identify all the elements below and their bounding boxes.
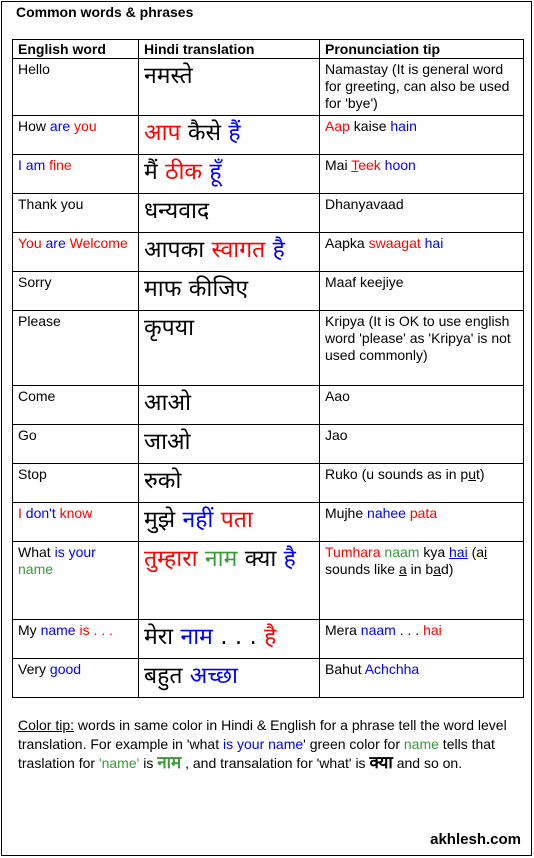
text-segment: बहुत (144, 663, 190, 689)
table-row (13, 503, 524, 542)
english-word-cell (13, 503, 139, 542)
text-segment: are (45, 235, 66, 251)
text-segment: I am (18, 157, 50, 173)
text-segment: मेरा (144, 624, 181, 650)
text-segment: Mai (325, 157, 352, 173)
table-row (13, 59, 524, 116)
text-segment: naam (384, 544, 420, 560)
hindi-translation-cell (139, 503, 320, 542)
hindi-translation-cell (139, 59, 320, 116)
text-segment: 'name' (98, 755, 140, 771)
text-segment: name (403, 736, 439, 752)
english-word-cell (13, 233, 139, 272)
english-word-cell (13, 311, 139, 386)
text-segment: Mujhe (325, 505, 368, 521)
text-segment: नहीं (182, 507, 214, 533)
text-segment (198, 546, 205, 572)
text-segment: Color tip: (18, 717, 75, 733)
text-segment (265, 237, 272, 263)
text-segment: you (74, 118, 97, 134)
text-segment: hai (424, 235, 444, 251)
text-segment: Please (18, 313, 61, 329)
text-segment: I (18, 505, 26, 521)
text-segment: रुको (144, 468, 182, 494)
english-word-cell (13, 116, 139, 155)
pronunciation-tip-cell (320, 425, 524, 464)
text-segment: naam (360, 622, 396, 638)
text-segment: क्या (369, 753, 393, 773)
english-word-cell (13, 620, 139, 659)
text-segment: Maaf keejiye (325, 274, 404, 290)
text-segment: fine (49, 157, 72, 173)
text-segment: ' green color for (303, 736, 404, 752)
text-segment: name (40, 622, 76, 638)
pronunciation-tip-cell (320, 659, 524, 698)
text-segment: i (484, 544, 488, 560)
table-row (13, 311, 524, 386)
text-segment: Ruko (u sounds as in p (325, 466, 469, 482)
text-segment: कैसे (180, 120, 229, 146)
text-segment: Aao (325, 388, 350, 404)
hindi-translation-cell (139, 464, 320, 503)
table-row (13, 272, 524, 311)
page-title: Common words & phrases (16, 4, 194, 20)
text-segment: . . . (212, 624, 265, 650)
text-segment: Mera (325, 622, 361, 638)
text-segment: मुझे (144, 507, 183, 533)
text-segment: Kripya (It is OK to use english word 'please' as 'Kripya' is not used commonly) (325, 313, 511, 363)
text-segment: Thank you (18, 196, 84, 212)
text-segment: Tumhara (325, 544, 381, 560)
text-segment: नमस्ते (144, 63, 193, 89)
hindi-translation-cell (139, 194, 320, 233)
text-segment: d) (441, 561, 454, 577)
pronunciation-tip-cell (320, 311, 524, 386)
text-segment: (a (467, 544, 485, 560)
text-segment: Jao (325, 427, 348, 443)
text-segment: , and transalation for 'what' is (181, 755, 370, 771)
text-segment: मैं (144, 159, 166, 185)
text-segment: Dhanyavaad (325, 196, 404, 212)
text-segment: a (433, 561, 441, 577)
text-segment: in b (406, 561, 434, 577)
text-segment: Achchha (364, 661, 420, 677)
hindi-translation-cell (139, 155, 320, 194)
hindi-translation-cell (139, 233, 320, 272)
site-credit: akhlesh.com (430, 831, 521, 848)
text-segment: आप (144, 120, 181, 146)
text-segment: Come (18, 388, 56, 404)
table-row (13, 155, 524, 194)
pronunciation-tip-cell (320, 155, 524, 194)
text-segment: आपका (144, 237, 212, 263)
text-segment: kya (419, 544, 450, 560)
header-english-word: English word (13, 40, 139, 59)
english-word-cell (13, 464, 139, 503)
text-segment: Aap (325, 118, 350, 134)
text-segment: क्या (237, 546, 284, 572)
text-segment: a (398, 561, 407, 577)
text-segment: है (264, 624, 277, 650)
text-segment (213, 507, 220, 533)
hindi-translation-cell (139, 659, 320, 698)
english-word-cell (13, 59, 139, 116)
english-word-cell (13, 272, 139, 311)
pronunciation-tip-cell (320, 620, 524, 659)
hindi-translation-cell (139, 620, 320, 659)
hindi-translation-cell (139, 116, 320, 155)
text-segment: hain (390, 118, 417, 134)
hindi-translation-cell (139, 386, 320, 425)
text-segment: माफ कीजिए (144, 276, 249, 302)
hindi-translation-cell (139, 425, 320, 464)
hindi-translation-cell (139, 542, 320, 620)
color-tip-note (18, 716, 518, 773)
text-segment: is . . . (79, 622, 113, 638)
table-row (13, 659, 524, 698)
text-segment: अच्छा (189, 663, 238, 689)
text-segment: है (283, 546, 296, 572)
text-segment: कृपया (144, 315, 195, 341)
text-segment: hai (449, 544, 468, 560)
text-segment: good (49, 661, 82, 677)
text-segment: are (49, 118, 71, 134)
text-segment: hoon (384, 157, 416, 173)
text-segment: Namastay (It is general word for greeting, can also be used for 'bye') (325, 61, 510, 111)
text-segment: is (139, 755, 158, 771)
table-row (13, 464, 524, 503)
text-segment: Stop (18, 466, 47, 482)
text-segment: आओ (144, 390, 192, 416)
text-segment: हूँ (209, 159, 222, 185)
pronunciation-tip-cell (320, 464, 524, 503)
text-segment: नाम (157, 753, 182, 773)
hindi-translation-cell (139, 272, 320, 311)
pronunciation-tip-cell (320, 233, 524, 272)
english-word-cell (13, 386, 139, 425)
text-segment: swaagat (368, 235, 421, 251)
pronunciation-tip-cell (320, 59, 524, 116)
text-segment: u (468, 466, 476, 482)
text-segment: words in same color in Hindi & English for a phrase tell the word level translation. For example in 'what (18, 717, 507, 752)
text-segment: . . . (395, 622, 424, 638)
text-segment: ठीक (165, 159, 203, 185)
text-segment: You (18, 235, 46, 251)
text-segment: तुम्हारा (144, 546, 198, 572)
header-hindi-translation: Hindi translation (139, 40, 320, 59)
text-segment: Aapka (325, 235, 369, 251)
table-row (13, 233, 524, 272)
text-segment: name (18, 561, 54, 577)
pronunciation-tip-cell (320, 542, 524, 620)
english-word-cell (13, 194, 139, 233)
english-word-cell (13, 542, 139, 620)
text-segment: nahee (367, 505, 406, 521)
english-word-cell (13, 425, 139, 464)
text-segment: धन्यवाद (144, 198, 210, 224)
text-segment: Hello (18, 61, 50, 77)
text-segment: hai (423, 622, 442, 638)
table-row (13, 620, 524, 659)
pronunciation-tip-cell (320, 386, 524, 425)
table-header-row (13, 40, 524, 59)
hindi-translation-cell (139, 311, 320, 386)
text-segment: don't (25, 505, 56, 521)
text-segment: नाम (180, 624, 213, 650)
english-word-cell (13, 659, 139, 698)
text-segment: pata (409, 505, 438, 521)
pronunciation-tip-cell (320, 503, 524, 542)
pronunciation-tip-cell (320, 194, 524, 233)
text-segment: स्वागत (211, 237, 266, 263)
text-segment: kaise (349, 118, 391, 134)
table-row (13, 116, 524, 155)
pronunciation-tip-cell (320, 116, 524, 155)
text-segment: tells that traslation for (18, 736, 495, 771)
text-segment: जाओ (144, 429, 191, 455)
text-segment: Go (18, 427, 37, 443)
header-pronunciation-tip: Pronunciation tip (320, 40, 524, 59)
text-segment: My (18, 622, 41, 638)
table-row (13, 425, 524, 464)
table-row (13, 386, 524, 425)
text-segment: t) (476, 466, 485, 482)
text-segment: is your (54, 544, 96, 560)
text-segment: What (18, 544, 55, 560)
table-row (13, 542, 524, 620)
table-row (13, 194, 524, 233)
text-segment: sounds like (325, 561, 399, 577)
phrases-table (12, 39, 524, 698)
text-segment: Very (18, 661, 50, 677)
text-segment: Bahut (325, 661, 365, 677)
text-segment: नाम (204, 546, 238, 572)
text-segment: Welcome (65, 235, 128, 251)
text-segment: and so on. (392, 755, 463, 771)
english-word-cell (13, 155, 139, 194)
text-segment: T (351, 157, 359, 173)
text-segment: How (18, 118, 50, 134)
text-segment: Sorry (18, 274, 52, 290)
text-segment: हैं (228, 120, 241, 146)
text-segment: पता (220, 507, 253, 533)
text-segment: है (272, 237, 285, 263)
text-segment: is your name (223, 736, 304, 752)
text-segment: know (59, 505, 93, 521)
text-segment: eek (358, 157, 381, 173)
pronunciation-tip-cell (320, 272, 524, 311)
